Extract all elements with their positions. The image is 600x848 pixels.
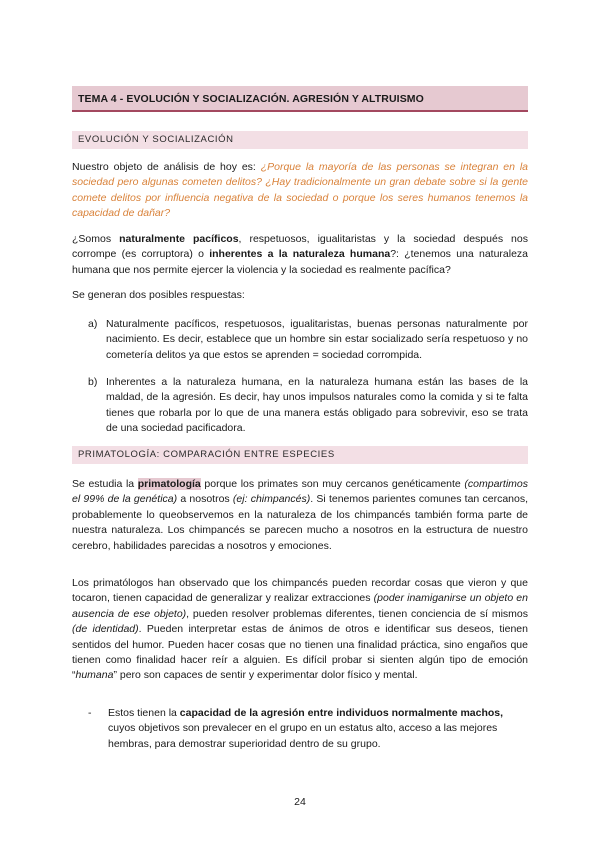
paragraph-primatologia	[72, 477, 528, 554]
list-marker: b)	[88, 376, 98, 388]
text: . Pueden interpretar estas de ánimos de otros e identificar sus deseos, tienen sentidos del humor. Pueden hacer cosas que no tienen una finalidad práctica, sino engaños que tienen como finalidad hacer reír a alguien. Es difícil probar si sienten algún tipo de emoción “	[72, 623, 528, 682]
list-marker: -	[88, 707, 92, 719]
list-marker: a)	[88, 318, 98, 330]
italic-text: (poder inamiganirse un objeto en ausencia de ese objeto)	[72, 592, 528, 620]
text: porque los primates son muy cercanos genéticamente	[200, 478, 465, 490]
page-number: 24	[294, 796, 306, 808]
section-header-evolucion: EVOLUCIÓN Y SOCIALIZACIÓN	[72, 131, 528, 149]
paragraph-primatologos	[72, 576, 528, 684]
list-item-text: Inherentes a la naturaleza humana, en la naturaleza humana están las bases de la maldad, de la agresión. Es decir, hay unos impulsos naturales como la comida y si te falta tienes que robarla por lo que de una manera estás obligado para sobrevivir, eso se trata de una sociedad pacificadora.	[106, 376, 528, 435]
list-item-a	[88, 317, 528, 363]
paragraph-lead: Nuestro objeto de análisis de hoy es:	[72, 161, 261, 173]
list-item-text: Naturalmente pacíficos, respetuosos, igualitaristas, buenas personas naturalmente por nacimiento. Es decir, establece que un hombre sin estar socializado sería respetuoso y no cometería delitos ya que estos se aprenden = sociedad corrompida.	[106, 318, 528, 361]
text: Estos tienen la	[108, 707, 180, 719]
italic-text: (ej: chimpancés)	[232, 493, 311, 506]
paragraph-respuestas: Se generan dos posibles respuestas:	[72, 289, 245, 301]
text: , respetuosos, igualitaristas y la sociedad después nos corrompe (es corruptora) o	[72, 233, 528, 261]
italic-text: (compartimos el 99% de la genética)	[72, 478, 528, 506]
text: Los primatólogos han observado que los chimpancés pueden recordar cosas que vieron y que tocaron, tienen capacidad de generalizar y realizar extracciones	[72, 577, 528, 605]
text: ¿Somos	[72, 233, 120, 245]
bold-term: capacidad de la agresión entre individuos normalmente machos,	[179, 707, 504, 719]
chapter-title: TEMA 4 - EVOLUCIÓN Y SOCIALIZACIÓN. AGRESIÓN Y ALTRUISMO	[72, 86, 528, 112]
text: Se estudia la	[72, 478, 138, 490]
text: . Si tenemos parientes comunes tan cercanos, probablemente lo queobservemos en la naturaleza de los chimpancés también forma parte de nuestra naturaleza. Los chimpancés se parecen mucho a nosotros en la estructura de nuestro cerebro, habilidades parecidas a nosotros y emociones.	[72, 493, 529, 552]
text: a nosotros	[177, 493, 233, 506]
bold-term: inherentes a la naturaleza humana	[209, 248, 391, 261]
paragraph-somos	[72, 232, 528, 278]
italic-text: (de identidad)	[72, 623, 139, 636]
text: cuyos objetivos son prevalecer en el grupo en un estatus alto, acceso a las mejores hembras, para demostrar superioridad dentro de su grupo.	[108, 722, 498, 750]
dash-list-item	[88, 706, 528, 752]
text: , pueden resolver problemas diferentes, tienen conciencia de sí mismos	[186, 607, 529, 620]
research-question: ¿Porque la mayoría de las personas se integran en la sociedad pero algunas cometen delitos? ¿Hay tradicionalmente un gran debate sobre si la gente comete delitos por influencia negativa de la sociedad o porque los seres humanos tenemos la capacidad de dañar?	[72, 161, 528, 220]
highlighted-term: primatología	[137, 478, 201, 490]
section-header-primatologia: PRIMATOLOGÍA: COMPARACIÓN ENTRE ESPECIES	[72, 446, 528, 464]
text: ?: ¿tenemos una naturaleza humana que nos permite ejercer la violencia y la sociedad es realmente pacífica?	[72, 248, 529, 276]
italic-text: humana	[75, 669, 114, 682]
text: ” pero son capaces de sentir y experimentar dolor físico y mental.	[113, 669, 418, 682]
list-item-b	[88, 375, 528, 437]
list-item-text	[108, 706, 528, 752]
paragraph-objeto	[72, 160, 528, 222]
bold-term: naturalmente pacíficos	[119, 233, 239, 245]
